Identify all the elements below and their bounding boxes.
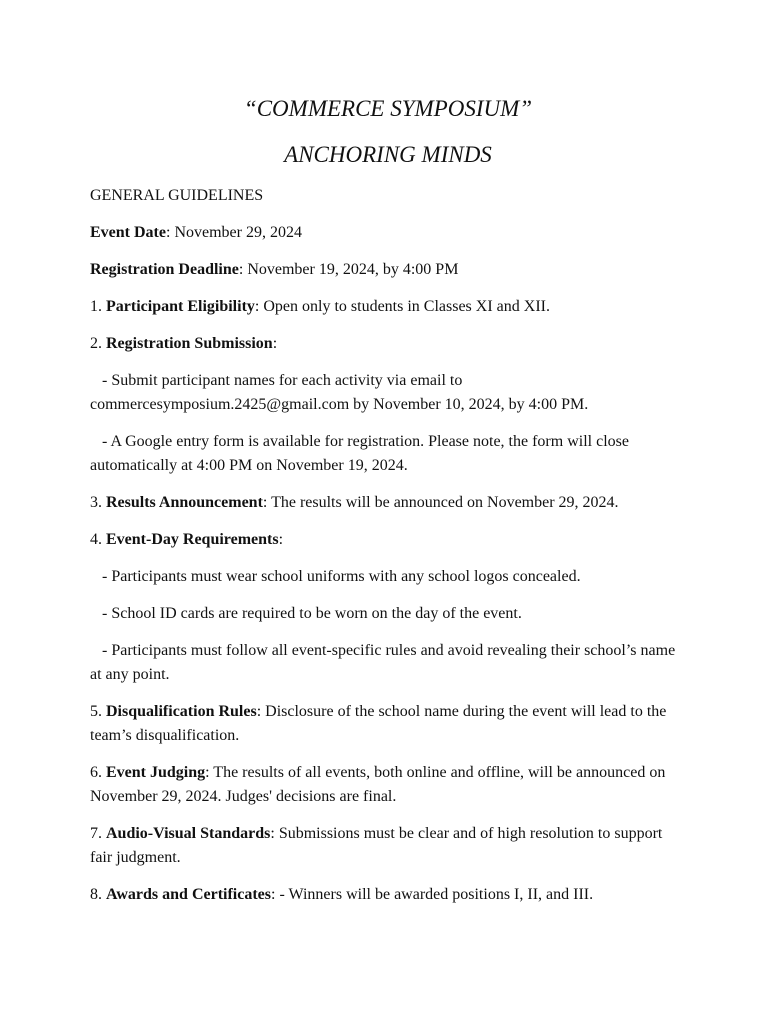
document-page xyxy=(90,94,686,907)
item-text: Submissions must be clear and of high resolution to support fair judgment. xyxy=(90,825,663,866)
event-day-bullet-3: - Participants must follow all event-specific rules and avoid revealing their school’s name at any point. xyxy=(90,642,680,683)
event-date-label: Event Date xyxy=(90,224,166,241)
guideline-item-3 xyxy=(90,491,686,515)
item-number: 1. xyxy=(90,298,106,315)
item-sep: : xyxy=(278,531,284,548)
event-date-line xyxy=(90,221,686,245)
registration-deadline-label: Registration Deadline xyxy=(90,261,239,278)
item-label: Event-Day Requirements xyxy=(106,531,279,548)
item-label: Awards and Certificates xyxy=(106,886,272,903)
item-number: 5. xyxy=(90,703,106,720)
registration-bullet-1: - Submit participant names for each activity via email to commercesymposium.2425@gmail.com by November 10, 2024, by 4:00 PM. xyxy=(90,372,589,413)
guideline-item-1 xyxy=(90,295,686,319)
item-text: - Winners will be awarded positions I, II, and III. xyxy=(279,886,594,903)
section-heading: GENERAL GUIDELINES xyxy=(90,187,264,204)
item-label: Disqualification Rules xyxy=(106,703,257,720)
item-number: 3. xyxy=(90,494,106,511)
item-label: Results Announcement xyxy=(106,494,263,511)
item-sep: : xyxy=(254,298,264,315)
event-date-value: November 29, 2024 xyxy=(174,224,302,241)
item-text: The results will be announced on November 29, 2024. xyxy=(271,494,619,511)
item-label: Audio-Visual Standards xyxy=(106,825,271,842)
guideline-item-2 xyxy=(90,332,686,356)
registration-deadline-sep: : xyxy=(238,261,248,278)
document-subtitle: ANCHORING MINDS xyxy=(284,142,492,167)
item-number: 6. xyxy=(90,764,106,781)
registration-bullet-2: - A Google entry form is available for registration. Please note, the form will close automatically at 4:00 PM on November 19, 2024. xyxy=(90,433,633,474)
item-sep: : xyxy=(270,825,279,842)
item-sep: : xyxy=(262,494,272,511)
guideline-item-8 xyxy=(90,883,686,907)
item-text: The results of all events, both online and offline, will be announced on November 29, 2024. Judges' decisions are final. xyxy=(90,764,666,805)
item-sep: : xyxy=(272,335,278,352)
item-number: 7. xyxy=(90,825,106,842)
guideline-item-5 xyxy=(90,700,686,748)
guideline-item-4 xyxy=(90,528,686,552)
item-text: Open only to students in Classes XI and XII. xyxy=(263,298,550,315)
event-day-bullet-1: - Participants must wear school uniforms with any school logos concealed. xyxy=(90,568,581,585)
item-label: Participant Eligibility xyxy=(106,298,255,315)
registration-deadline-value: November 19, 2024, by 4:00 PM xyxy=(247,261,459,278)
item-label: Registration Submission xyxy=(106,335,273,352)
item-label: Event Judging xyxy=(106,764,206,781)
guideline-item-7 xyxy=(90,822,686,870)
item-text: Disclosure of the school name during the event will lead to the team’s disqualification. xyxy=(90,703,667,744)
item-number: 2. xyxy=(90,335,106,352)
registration-deadline-line xyxy=(90,258,686,282)
item-sep: : xyxy=(205,764,214,781)
document-title: “COMMERCE SYMPOSIUM” xyxy=(243,96,533,121)
item-number: 4. xyxy=(90,531,106,548)
event-day-bullet-2: - School ID cards are required to be worn on the day of the event. xyxy=(90,605,522,622)
item-number: 8. xyxy=(90,886,106,903)
guideline-item-6 xyxy=(90,761,686,809)
event-date-sep: : xyxy=(165,224,175,241)
item-sep: : xyxy=(256,703,266,720)
item-sep: : xyxy=(271,886,280,903)
